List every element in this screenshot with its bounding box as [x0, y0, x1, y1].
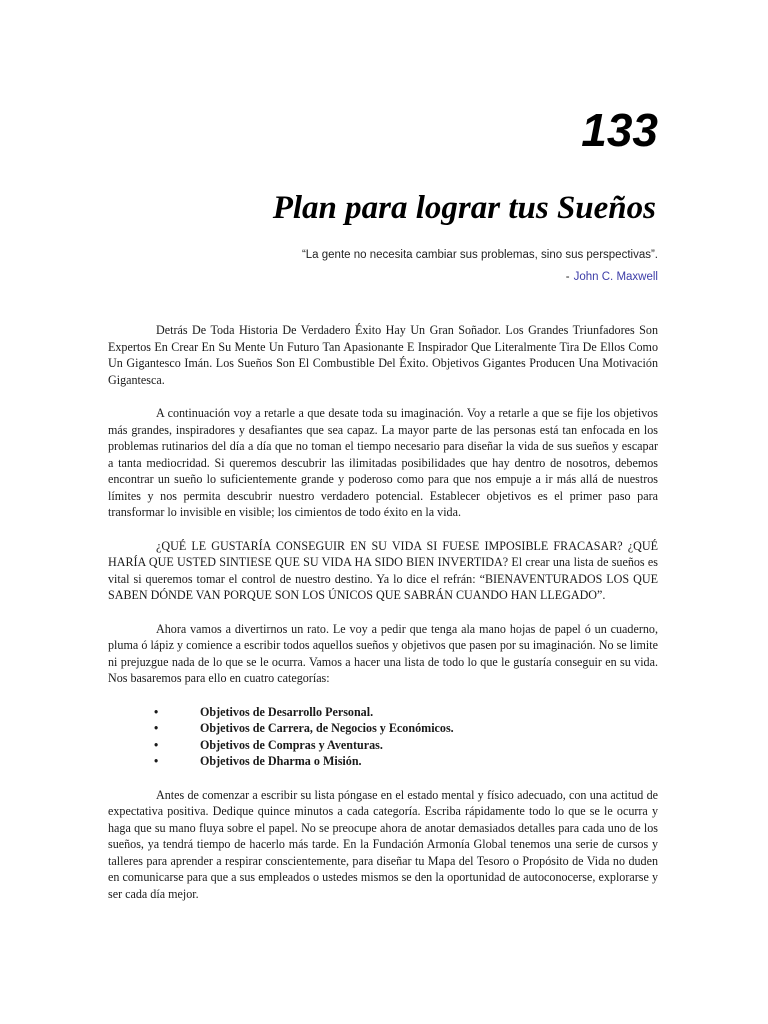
epigraph	[138, 247, 658, 285]
list-item-label: Objetivos de Dharma o Misión.	[200, 754, 362, 768]
list-item	[108, 704, 658, 721]
body-text	[108, 322, 658, 919]
paragraph-closing: Antes de comenzar a escribir su lista póngase en el estado mental y físico adecuado, con una actitud de expectativa positiva. Dedique quince minutos a cada categoría. Escriba rápidamente todo lo que se le ocurra y haga que su mano fluya sobre el papel. No se preocupe ahora de anotar demasiados detalles para cada uno de los sueños, ya tendrá tiempo de hacerlo más tarde. En la Fundación Armonía Global tenemos una serie de cursos y talleres para aprender a respirar conscientemente, para diseñar tu Mapa del Tesoro o Propósito de Vida no duden en comunicarse para que a sus empleados o ustedes mismos se den la oportunidad de autoconocerse, explorarse y ser cada día mejor.	[108, 787, 658, 901]
epigraph-quote: “La gente no necesita cambiar sus problemas, sino sus perspectivas”.	[301, 249, 658, 261]
list-item-label: Objetivos de Desarrollo Personal.	[200, 704, 374, 719]
chapter-number: 133	[581, 104, 658, 156]
paragraph-questions: ¿QUÉ LE GUSTARÍA CONSEGUIR EN SU VIDA SI FUESE IMPOSIBLE FRACASAR? ¿QUÉ HARÍA QUE USTED SINTIESE QUE SU VIDA HA SIDO BIEN INVERTIDA? El crear una lista de sueños es vital si queremos tomar el control de nuestro destino. Ya lo dice el refrán: “BIENAVENTURADOS LOS QUE SABEN DÓNDE VAN PORQUE SON LOS ÚNICOS QUE SABRÁN CUANDO HAN LLEGADO”.	[108, 538, 658, 602]
epigraph-author: John C. Maxwell	[573, 271, 658, 283]
epigraph-dash: -	[565, 271, 570, 283]
bullet-icon: •	[154, 737, 159, 752]
list-item	[108, 737, 658, 754]
bullet-icon: •	[154, 704, 159, 719]
paragraph-challenge: A continuación voy a retarle a que desate toda su imaginación. Voy a retarle a que se fije los objetivos más grandes, inspiradores y desafiantes que sea capaz. La mayor parte de las personas está tan enfocada en los problemas rutinarios del día a día que no toman el tiempo necesario para diseñar la vida de sus sueños y escapar a tanta mediocridad. Si queremos descubrir las ilimitadas posibilidades que hay dentro de nosotros, debemos encontrar un sueño lo suficientemente grande y poderoso como para que nos empuje a ir más allá de nuestros límites y nos permita descubrir nuestro verdadero potencial. Establecer objetivos es el primer paso para transformar lo invisible en visible; los cimientos de todo éxito en la vida.	[108, 406, 658, 519]
epigraph-attribution	[566, 271, 658, 283]
paragraph-instructions: Ahora vamos a divertirnos un rato. Le voy a pedir que tenga ala mano hojas de papel ó un cuaderno, pluma ó lápiz y comience a escribir todos aquellos sueños y objetivos que pasen por su imaginación. No se limite ni prejuzgue nada de lo que se le ocurra. Vamos a hacer una lista de todo lo que le gustaría conseguir en su vida. Nos basaremos para ello en cuatro categorías:	[108, 621, 658, 685]
list-item	[108, 753, 658, 770]
list-item-label: Objetivos de Carrera, de Negocios y Económicos.	[200, 721, 454, 735]
category-list	[108, 704, 658, 770]
list-item	[108, 720, 658, 737]
bullet-icon: •	[154, 721, 159, 735]
chapter-title: Plan para lograr tus Sueños	[272, 190, 656, 226]
list-item-label: Objetivos de Compras y Aventuras.	[200, 737, 383, 752]
bullet-icon: •	[154, 754, 159, 768]
paragraph-intro: Detrás De Toda Historia De Verdadero Éxito Hay Un Gran Soñador. Los Grandes Triunfadores Son Expertos En Crear En Su Mente Un Futuro Tan Apasionante E Inspirador Que Literalmente Tira De Ellos Como Un Gigantesco Imán. Los Sueños Son El Combustible Del Éxito. Objetivos Gigantes Producen Una Motivación Gigantesca.	[108, 323, 658, 387]
